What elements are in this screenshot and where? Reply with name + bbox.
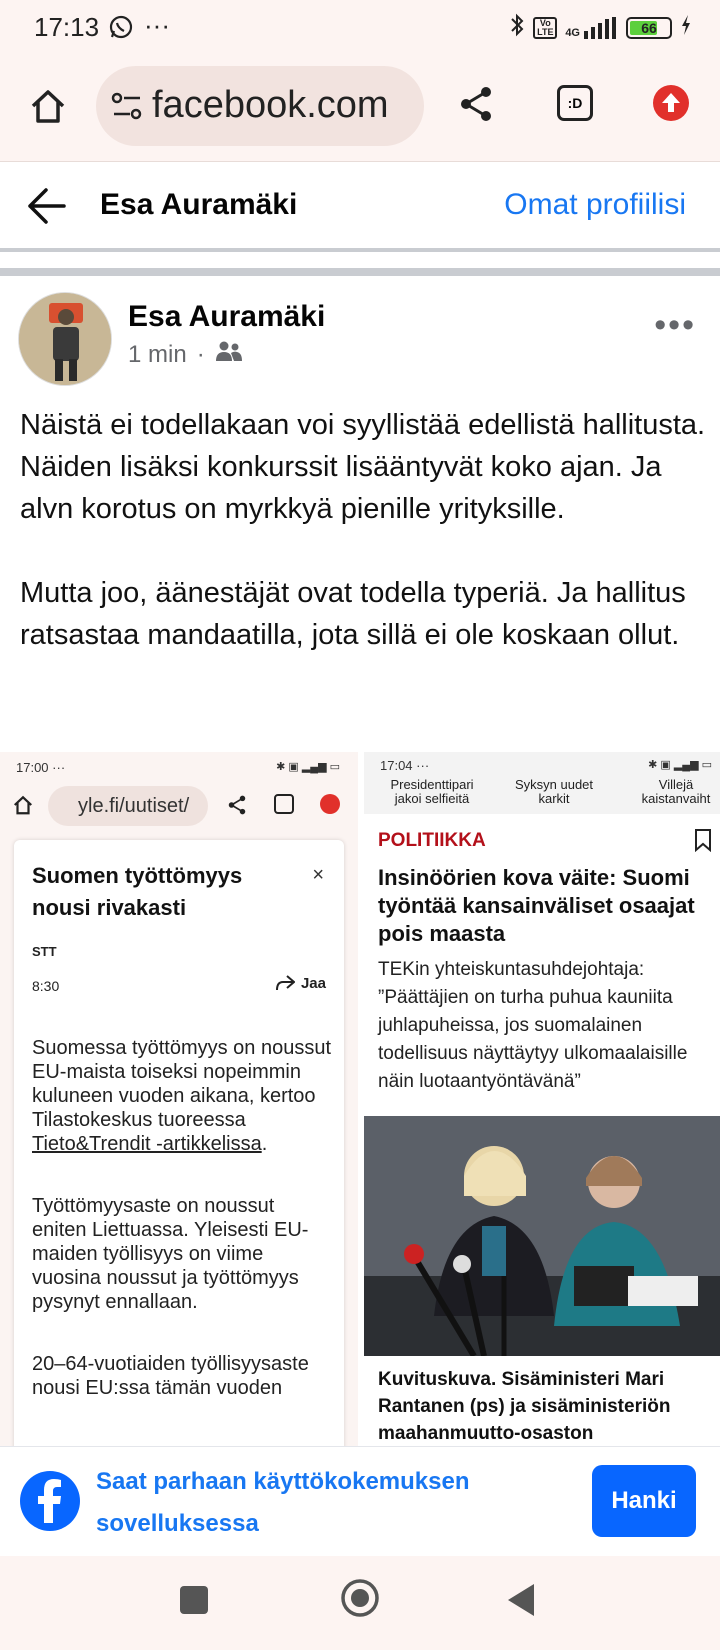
mini-home-icon bbox=[12, 794, 34, 821]
status-bar bbox=[0, 0, 720, 52]
mini-status-icons: ✱ ▣ ▂▄▆ ▭ bbox=[276, 761, 340, 773]
back-nav-button[interactable] bbox=[506, 1582, 538, 1623]
press-conference-photo bbox=[364, 1116, 720, 1356]
network-type: 4G bbox=[565, 26, 580, 39]
post-options-button[interactable]: ••• bbox=[654, 306, 696, 344]
mini-share-icon bbox=[226, 794, 248, 821]
mini-time-right: 17:04 bbox=[380, 758, 413, 773]
strip-item-1: Presidenttipari jakoi selfieitä bbox=[390, 777, 474, 806]
back-arrow-icon bbox=[26, 186, 68, 226]
app-promo-text[interactable]: Saat parhaan käyttökokemuksen sovelluksessa bbox=[96, 1468, 470, 1537]
news-share-label: Jaa bbox=[300, 974, 326, 992]
close-icon: × bbox=[312, 864, 324, 886]
news-article-link: Tieto&Trendit -artikkelissa bbox=[32, 1133, 262, 1155]
volte-icon: Vo LTE bbox=[533, 17, 557, 39]
strip-item-3: Villejä kaistanvaiht bbox=[641, 777, 711, 806]
mini-dots: ··· bbox=[52, 760, 66, 775]
mini-time: 17:00 bbox=[16, 760, 49, 775]
section-label: POLITIIKKA bbox=[378, 830, 486, 851]
more-notifications-icon: ··· bbox=[144, 10, 170, 40]
news-card bbox=[14, 840, 344, 1446]
home-icon bbox=[28, 86, 68, 126]
charging-icon bbox=[680, 14, 692, 41]
status-time: 17:13 bbox=[34, 12, 100, 42]
share-icon bbox=[456, 84, 496, 124]
news-paragraph-1 bbox=[32, 1036, 332, 1156]
news-paragraph-1-end: . bbox=[261, 1133, 268, 1155]
home-button[interactable] bbox=[24, 82, 72, 130]
meta-separator: · bbox=[196, 340, 205, 368]
page-title: Esa Auramäki bbox=[100, 188, 298, 221]
whatsapp-icon bbox=[108, 14, 134, 45]
mini-update-icon bbox=[320, 794, 340, 814]
share-arrow-icon bbox=[275, 974, 295, 992]
mini-status-time bbox=[16, 760, 65, 775]
avatar-photo bbox=[19, 293, 112, 386]
photo-caption: Kuvituskuva. Sisäministeri Mari Rantanen (ps) ja sisäministeriön maahanmuutto-osaston bbox=[378, 1369, 671, 1444]
news-source: STT bbox=[32, 944, 57, 959]
home-circle-icon bbox=[340, 1578, 380, 1618]
article-headline: Insinöörien kova väite: Suomi työntää kansainväliset osaajat pois maasta bbox=[378, 865, 695, 946]
mini-status-time-right bbox=[380, 758, 429, 773]
bookmark-icon bbox=[694, 828, 712, 852]
update-button[interactable] bbox=[650, 82, 692, 124]
profile-header bbox=[0, 162, 720, 252]
battery-level: 66 bbox=[641, 19, 657, 36]
battery-icon bbox=[626, 17, 672, 39]
facebook-logo-icon bbox=[20, 1471, 80, 1531]
back-triangle-icon bbox=[506, 1582, 538, 1618]
mini-tabs-icon bbox=[274, 794, 294, 814]
strip-item-2: Syksyn uudet karkit bbox=[514, 777, 594, 806]
back-button[interactable] bbox=[26, 186, 68, 231]
update-arrow-icon bbox=[652, 84, 690, 122]
article-lead: TEKin yhteiskuntasuhdejohtaja: ”Päättäjien on turha puhua kauniita juhlapuheissa, jos suomalainen todellisuus näyttäytyy ulkomaalaisille näin luotaantyöntävänä” bbox=[378, 959, 688, 1092]
divider bbox=[0, 268, 720, 276]
avatar[interactable] bbox=[18, 292, 112, 386]
post-text: Näistä ei todellakaan voi syyllistää edellistä hallitusta. Näiden lisäksi konkurssit lisääntyvät koko ajan. Ja alvn korotus on myrkkyä pienille yrityksille. Mutta joo, äänestäjät ovat todella typeriä. Ja hallitus ratsastaa mandaatilla, jota sillä ei ole koskaan ollut. bbox=[20, 409, 706, 651]
news-title: Suomen työttömyys nousi rivakasti bbox=[32, 863, 243, 920]
tabs-icon: :D bbox=[557, 85, 593, 121]
get-app-button[interactable]: Hanki bbox=[592, 1465, 696, 1537]
news-paragraph-3: 20–64-vuotiaiden työllisyysaste nousi EU:ssa tämän vuoden bbox=[32, 1353, 309, 1399]
system-nav-bar bbox=[0, 1556, 720, 1650]
mini-url-text: yle.fi/uutiset/ bbox=[78, 795, 190, 817]
mini-status-icons-right: ✱ ▣ ▂▄▆ ▭ bbox=[648, 759, 712, 771]
news-paragraph-1-text: Suomessa työttömyys on noussut EU-maista toiseksi nopeimmin kuluneen vuoden aikana, kertoo Tilastokeskus tuoreessa bbox=[32, 1037, 332, 1131]
bluetooth-icon bbox=[509, 12, 525, 43]
mini-top-strip bbox=[364, 752, 720, 814]
tabs-button[interactable] bbox=[552, 80, 598, 126]
app-promo-banner bbox=[0, 1446, 720, 1556]
news-paragraph-2: Työttömyysaste on noussut eniten Liettuassa. Yleisesti EU-maiden työllisyys on viime vuosina noussut ja työttömyys pysynyt ennallaan. bbox=[32, 1195, 309, 1313]
post-author[interactable]: Esa Auramäki bbox=[128, 300, 326, 333]
mini-address-bar bbox=[48, 786, 208, 826]
site-settings-icon[interactable] bbox=[110, 90, 144, 127]
post-image-left[interactable] bbox=[0, 752, 358, 1446]
mini-dots-right: ··· bbox=[416, 758, 430, 773]
recents-button[interactable] bbox=[180, 1586, 208, 1614]
news-share bbox=[275, 974, 326, 992]
news-time: 8:30 bbox=[32, 978, 60, 994]
status-icons bbox=[509, 12, 692, 43]
own-profiles-link[interactable]: Omat profiilisi bbox=[504, 188, 686, 221]
post-image-right[interactable] bbox=[364, 752, 720, 1446]
address-bar[interactable] bbox=[96, 66, 424, 146]
share-button[interactable] bbox=[450, 78, 502, 130]
signal-icon bbox=[565, 17, 618, 39]
post-meta bbox=[128, 340, 243, 369]
post-time[interactable]: 1 min bbox=[128, 340, 187, 368]
friends-audience-icon bbox=[215, 340, 243, 369]
browser-toolbar bbox=[0, 52, 720, 162]
url-text: facebook.com bbox=[152, 84, 389, 126]
home-nav-button[interactable] bbox=[340, 1578, 380, 1623]
